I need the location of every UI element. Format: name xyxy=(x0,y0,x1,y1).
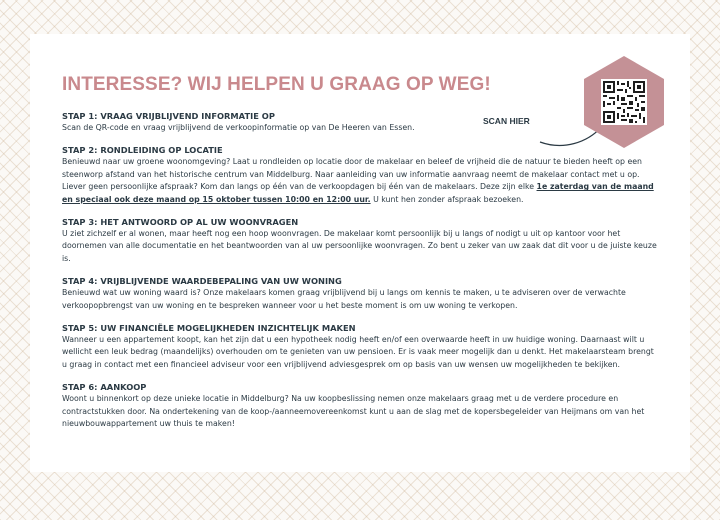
step-body xyxy=(62,156,658,206)
step-title: STAP 5: UW FINANCIËLE MOGELIJKHEDEN INZICHTELIJK MAKEN xyxy=(62,323,356,334)
step-title: STAP 6: AANKOOP xyxy=(62,382,147,393)
step-2 xyxy=(62,144,658,206)
page-title: INTERESSE? WIJ HELPEN U GRAAG OP WEG! xyxy=(62,74,491,95)
step-body: Scan de QR-code en vraag vrijblijvend de verkoopinformatie op van De Heeren van Essen. xyxy=(62,123,415,132)
info-card xyxy=(30,34,690,472)
step-title: STAP 3: HET ANTWOORD OP AL UW WOONVRAGEN xyxy=(62,217,299,228)
step-body: Woont u binnenkort op deze unieke locatie in Middelburg? Na uw koopbeslissing nemen onze makelaars graag met u de verdere procedure en contractstukken door. Na ondertekening van de koop-/aanneemovereenkomst kunt u aan de slag met de kopersbegeleider van Heijmans om van het nieuwbouwappartement uw thuis te maken! xyxy=(62,394,645,429)
step-3 xyxy=(62,216,658,265)
step-4 xyxy=(62,275,658,312)
step-body: Wanneer u een appartement koopt, kan het zijn dat u een hypotheek nodig heeft en/of een overwaarde heeft in uw huidige woning. Daarnaast wilt u wellicht een leuk bedrag (maandelijks) overhouden om te genieten van uw pensioen. Er is vaak meer mogelijk dan u denkt. Het makelaarsteam brengt u graag in contact met een financieel adviseur voor een vrijblijvend adviesgesprek om op basis van uw wensen uw mogelijkheden te bekijken. xyxy=(62,335,654,369)
step-body-text: Benieuwd naar uw groene woonomgeving? Laat u rondleiden op locatie door de makelaar en beleef de vrijheid die de natuur te bieden heeft op een steenworp afstand van het historische centrum van Middelburg. Naar aanleiding van uw informatie aanvraag neemt de makelaar contact met u op. Liever geen persoonlijke afspraak? Kom dan langs op één van de verkoopdagen bij één van de makelaars. Deze zijn elke xyxy=(62,157,642,192)
step-body: Benieuwd wat uw woning waard is? Onze makelaars komen graag vrijblijvend bij u langs om kennis te maken, u te adviseren over de verwachte verkoopopbrengst van uw woning en te bespreken wanneer voor u het beste moment is om uw woning te verkopen. xyxy=(62,288,626,310)
step-title: STAP 2: RONDLEIDING OP LOCATIE xyxy=(62,145,223,156)
scan-here-label: SCAN HIER xyxy=(483,116,530,126)
step-5 xyxy=(62,322,658,371)
sale-day-highlight: 1e zaterdag van de maand en speciaal ook deze maand op 15 oktober tussen 10:00 en 12:00 uur. xyxy=(62,182,654,204)
step-body: U ziet zichzelf er al wonen, maar heeft nog een hoop woonvragen. De makelaar komt persoonlijk bij u langs of nodigt u uit op kantoor voor het doornemen van alle documentatie en het beantwoorden van al uw persoonlijke woonvragen. Zo bent u zeker van uw zaak dat dit voor u de juiste keuze is. xyxy=(62,229,657,263)
steps-list xyxy=(62,110,658,441)
step-6 xyxy=(62,381,658,430)
step-body-text: U kunt hen zonder afspraak bezoeken. xyxy=(370,194,524,204)
step-1 xyxy=(62,110,658,134)
step-title: STAP 1: VRAAG VRIJBLIJVEND INFORMATIE OP xyxy=(62,111,275,121)
step-title: STAP 4: VRIJBLIJVENDE WAARDEBEPALING VAN UW WONING xyxy=(62,276,342,287)
